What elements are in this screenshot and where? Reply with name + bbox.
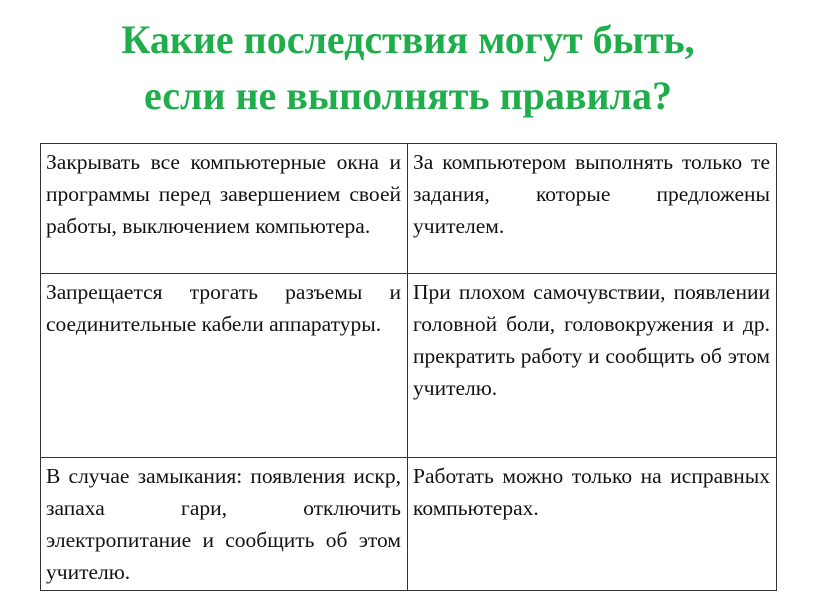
table-cell: Запрещается трогать разъемы и соединительные кабели аппаратуры.: [41, 274, 408, 458]
rules-table: [40, 143, 777, 591]
table-row: [41, 144, 777, 274]
table-cell: В случае замыкания: появления искр, запаха гари, отключить электропитание и сообщить об этом учителю.: [41, 458, 408, 591]
slide-title: [0, 12, 816, 124]
table-row: [41, 458, 777, 591]
table-cell: Работать можно только на исправных компьютерах.: [408, 458, 777, 591]
table-cell: Закрывать все компьютерные окна и программы перед завершением своей работы, выключением компьютера.: [41, 144, 408, 274]
title-line-1: Какие последствия могут быть,: [121, 17, 695, 62]
table-row: [41, 274, 777, 458]
title-line-2: если не выполнять правила?: [144, 73, 672, 118]
table-cell: За компьютером выполнять только те задания, которые предложены учителем.: [408, 144, 777, 274]
table-cell: При плохом самочувствии, появлении головной боли, головокружения и др. прекратить работу и сообщить об этом учителю.: [408, 274, 777, 458]
